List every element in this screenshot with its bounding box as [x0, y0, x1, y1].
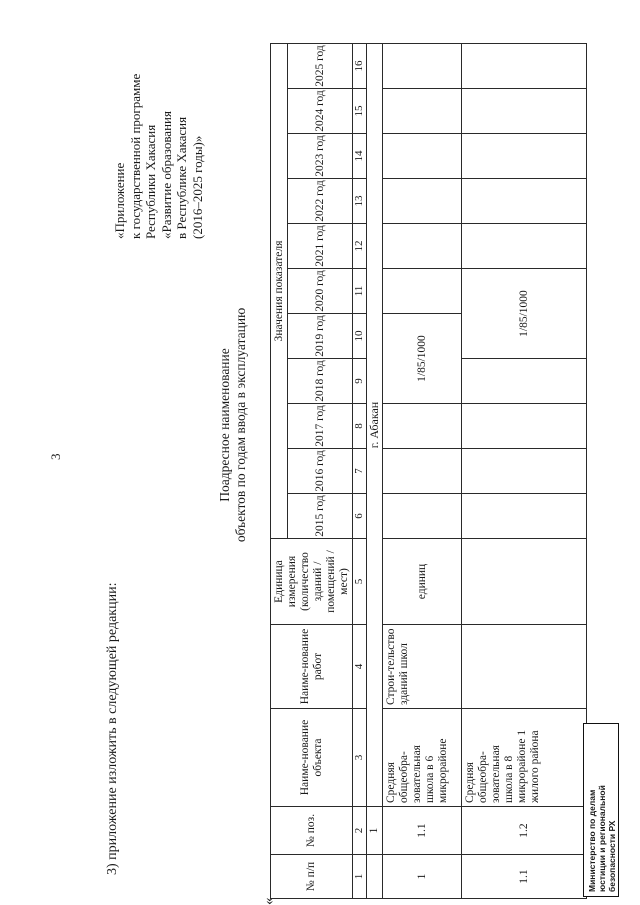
row-value-cell	[462, 494, 587, 539]
row-unit	[462, 539, 587, 625]
row-value-cell	[462, 359, 587, 404]
stamp-line: безопасности РХ	[607, 820, 617, 892]
header-year: 2016 год	[288, 449, 353, 494]
row-value-cell	[383, 134, 462, 179]
approval-line: в Республике Хакасия	[174, 116, 189, 239]
stamp-line: юстиции и региональной	[597, 785, 607, 892]
row-value-cell	[462, 404, 587, 449]
column-number: 13	[353, 179, 367, 224]
column-number: 16	[353, 44, 367, 89]
header-year: 2019 год	[288, 314, 353, 359]
column-number: 2	[353, 807, 367, 855]
row-value: 1/85/1000	[383, 314, 462, 404]
header-object: Наиме-нование объекта	[271, 709, 353, 807]
row-value-cell	[383, 494, 462, 539]
group-city: г. Абакан	[367, 44, 383, 807]
approval-block	[112, 19, 205, 239]
column-number: 8	[353, 404, 367, 449]
row-pos: 1.1	[383, 807, 462, 855]
row-value-cell	[383, 44, 462, 89]
row-value-cell	[462, 449, 587, 494]
header-pos: № поз.	[271, 807, 353, 855]
approval-line: «Приложение	[112, 162, 127, 239]
row-no: 1.1	[462, 855, 587, 899]
column-number: 1	[353, 855, 367, 899]
column-number: 3	[353, 709, 367, 807]
objects-table	[270, 43, 587, 899]
column-number: 11	[353, 269, 367, 314]
group-no-cell	[367, 855, 383, 899]
ministry-stamp	[583, 723, 619, 897]
row-value-cell	[462, 224, 587, 269]
approval-line: «Развитие образования	[158, 111, 174, 239]
column-number: 4	[353, 625, 367, 709]
group-pos: 1	[367, 807, 383, 855]
row-object: Средняя общеобра-зовательная школа в 8 микрорайоне 1 жилого района	[462, 709, 587, 807]
approval-line: к государственной программе	[127, 73, 143, 239]
column-number: 9	[353, 359, 367, 404]
open-quote: «	[261, 897, 277, 905]
title-line-2: объектов по годам ввода в эксплуатацию	[233, 307, 248, 543]
column-number: 5	[353, 539, 367, 625]
row-value-cell	[383, 179, 462, 224]
header-year: 2015 год	[288, 494, 353, 539]
row-value-cell	[462, 89, 587, 134]
row-pos: 1.2	[462, 807, 587, 855]
column-number: 14	[353, 134, 367, 179]
row-value-cell	[462, 179, 587, 224]
header-works: Наиме-нование работ	[271, 625, 353, 709]
column-number: 10	[353, 314, 367, 359]
approval-line: Республики Хакасия	[143, 124, 158, 239]
header-no: № п/п	[271, 855, 353, 899]
header-unit: Единица измерения (количество зданий / помещений / мест)	[271, 539, 353, 625]
stamp-line: Министерство по делам	[587, 789, 597, 892]
intro-text: 3) приложение изложить в следующей редакции:	[105, 582, 120, 875]
column-number: 6	[353, 494, 367, 539]
column-number: 7	[353, 449, 367, 494]
row-works	[462, 625, 587, 709]
document-title	[217, 145, 249, 705]
title-line-1: Поадресное наименование	[217, 348, 232, 502]
header-year: 2024 год	[288, 89, 353, 134]
header-year: 2020 год	[288, 269, 353, 314]
row-unit: единиц	[383, 539, 462, 625]
page-number: 3	[48, 453, 63, 460]
header-year: 2025 год	[288, 44, 353, 89]
row-value-cell	[383, 404, 462, 449]
row-value-cell	[383, 449, 462, 494]
header-values: Значения показателя	[271, 44, 288, 539]
row-value-cell	[383, 269, 462, 314]
header-year: 2022 год	[288, 179, 353, 224]
row-value-cell	[383, 89, 462, 134]
row-value-cell	[383, 224, 462, 269]
header-year: 2021 год	[288, 224, 353, 269]
column-number: 15	[353, 89, 367, 134]
header-year: 2017 год	[288, 404, 353, 449]
row-object: Средняя общеобра-зовательная школа в 6 микрорайоне	[383, 709, 462, 807]
column-number: 12	[353, 224, 367, 269]
approval-line: (2016–2025 годы)»	[189, 135, 205, 239]
row-value-cell	[462, 44, 587, 89]
row-no: 1	[383, 855, 462, 899]
header-year: 2018 год	[288, 359, 353, 404]
row-value-cell	[462, 134, 587, 179]
row-works: Строи-тельство зданий школ	[383, 625, 462, 709]
header-year: 2023 год	[288, 134, 353, 179]
row-value: 1/85/1000	[462, 269, 587, 359]
